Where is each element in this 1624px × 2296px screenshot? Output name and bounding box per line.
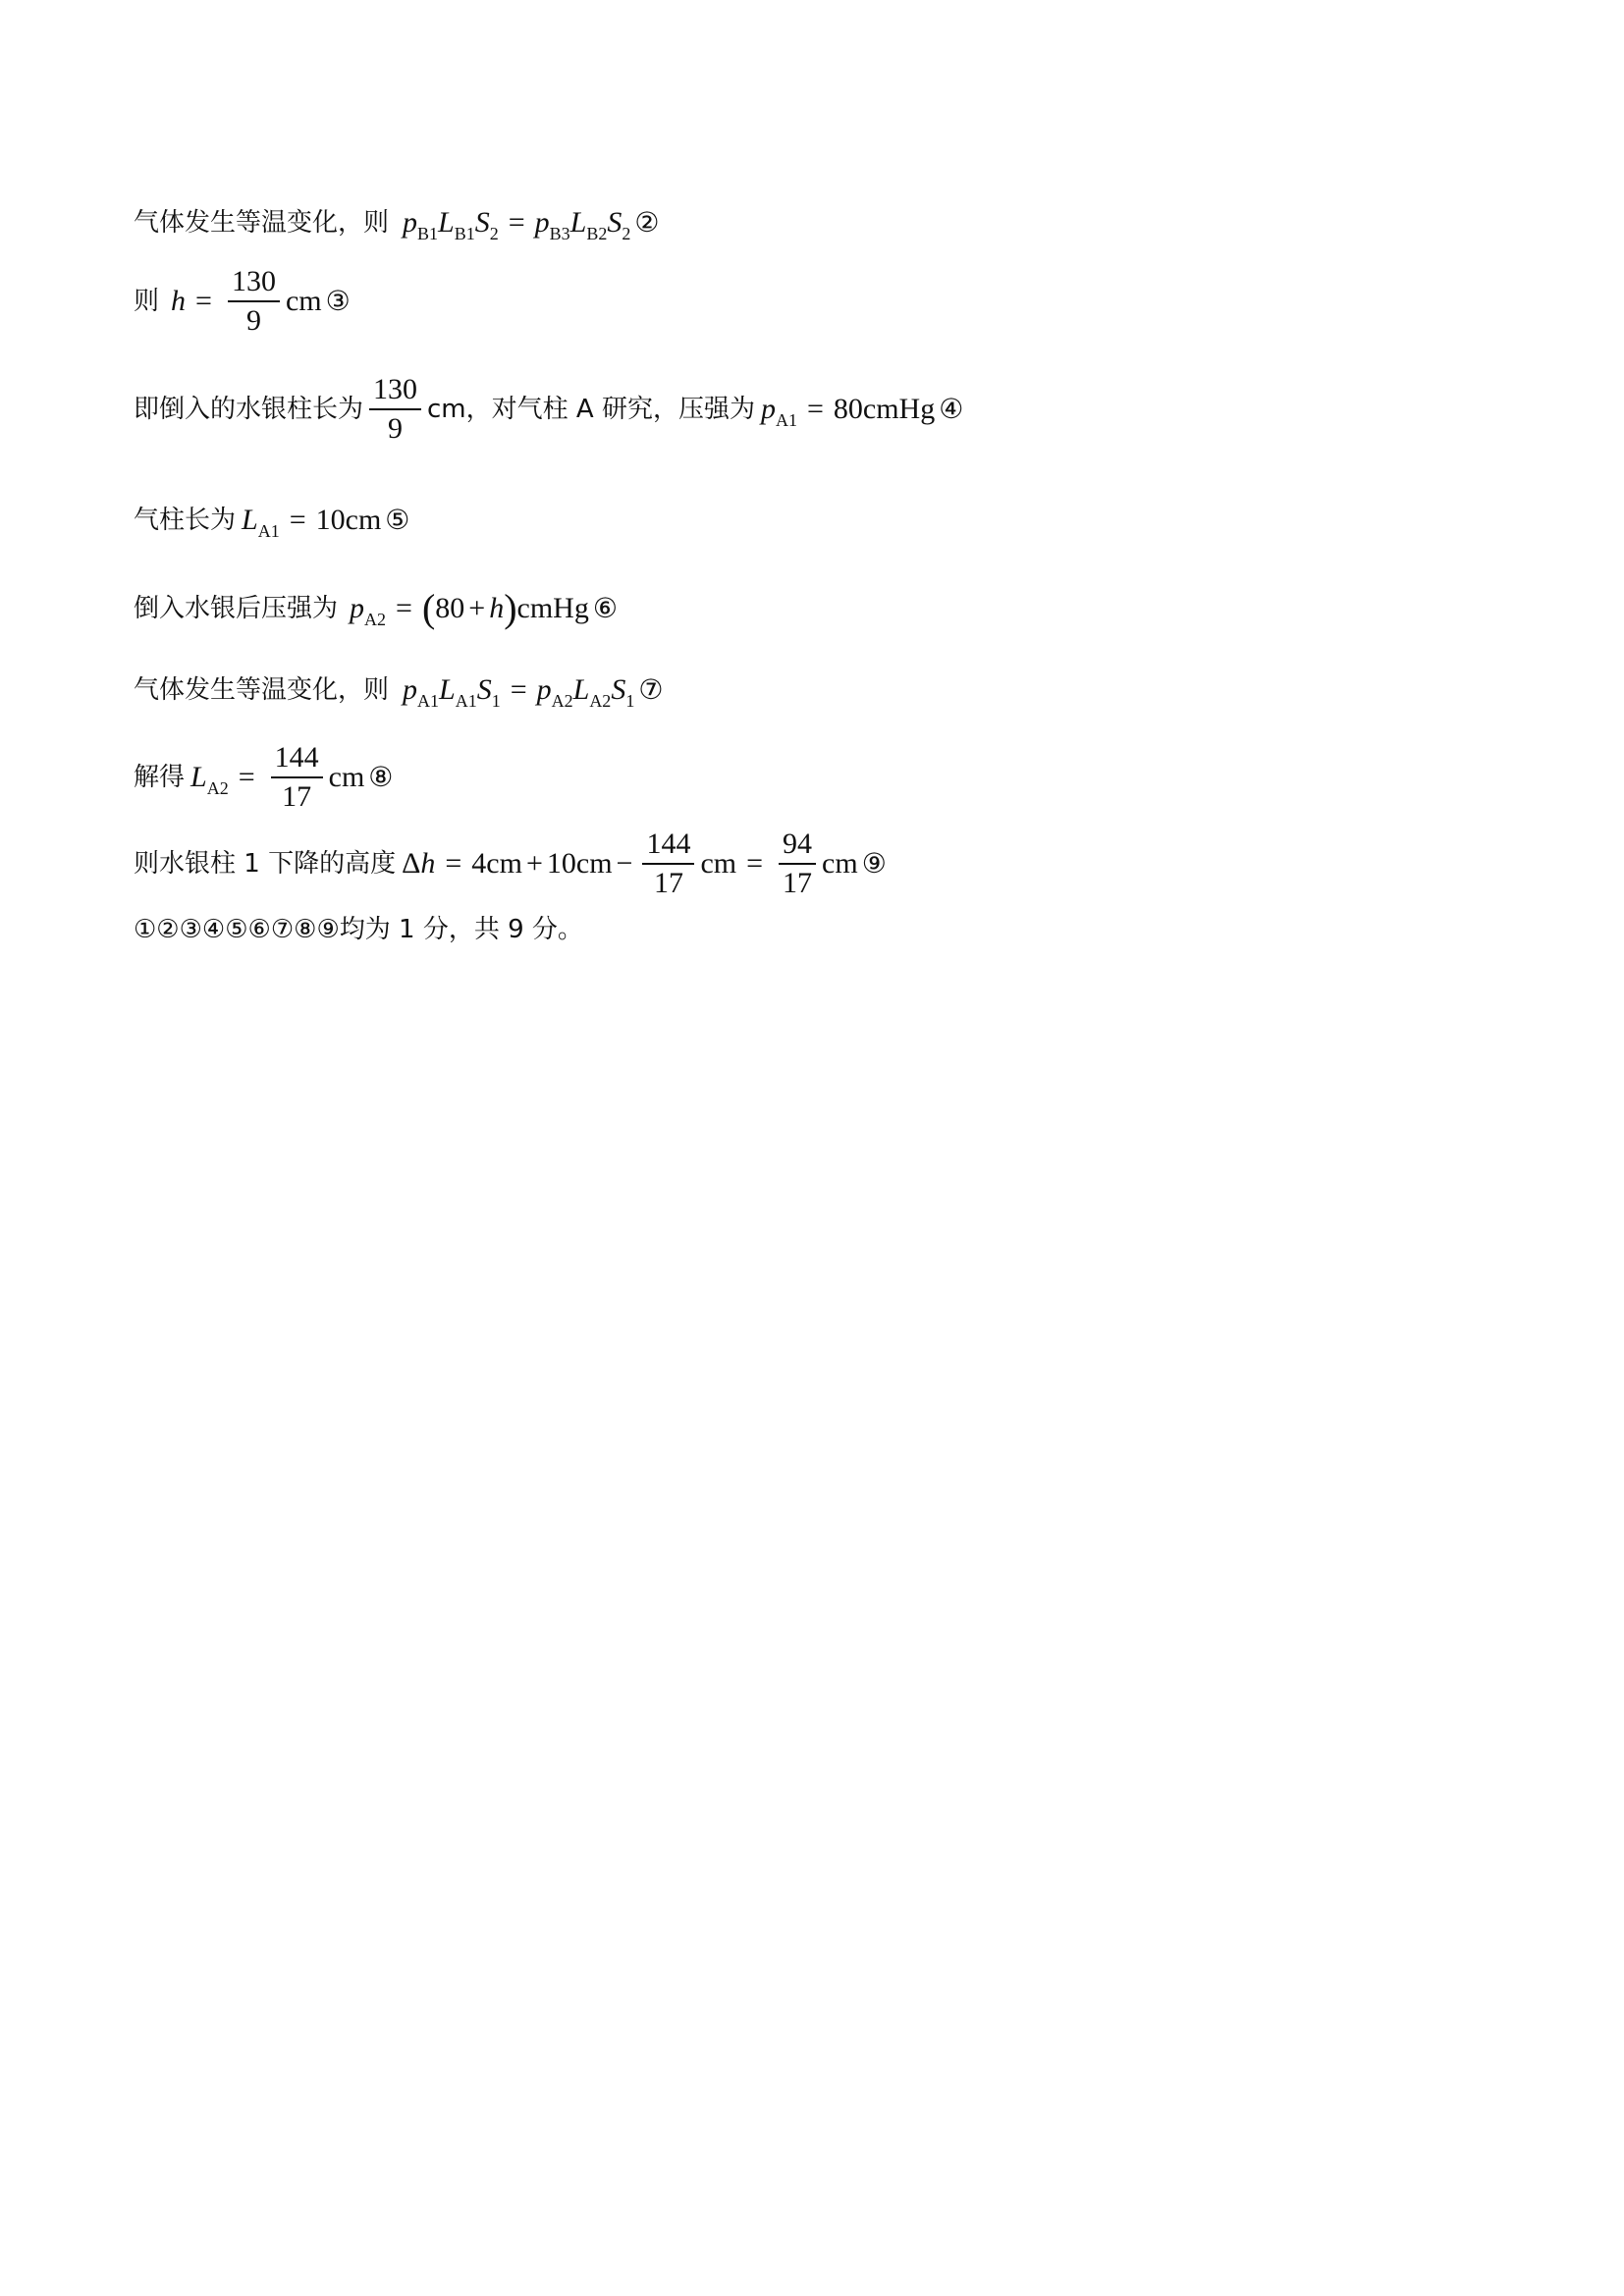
scoring-note — [134, 917, 583, 942]
delta-symbol: Δ — [402, 847, 421, 880]
denominator: 17 — [783, 867, 813, 899]
unit: cm — [700, 847, 737, 880]
denominator: 17 — [282, 780, 312, 813]
equation-line-8 — [134, 829, 887, 898]
equals-sign: = — [508, 206, 525, 239]
equation-line-4 — [134, 504, 410, 541]
symbol-L: $L_{A2}$ — [190, 761, 229, 798]
right-paren: ) — [504, 586, 517, 630]
text: 则 — [134, 287, 160, 316]
denominator: 9 — [388, 412, 404, 445]
denominator: 17 — [653, 867, 683, 899]
fraction — [228, 267, 280, 336]
symbol-h: h — [489, 592, 505, 624]
unit: cm — [285, 285, 322, 317]
step-marker: ⑤ — [385, 504, 410, 536]
numerator: 130 — [228, 267, 280, 302]
step-marker: ④ — [939, 393, 964, 425]
equals-sign: = — [445, 847, 462, 880]
equation-line-7 — [134, 743, 393, 812]
equals-sign: = — [510, 673, 527, 706]
step-marker: ⑦ — [638, 673, 664, 706]
symbol-p: $p_{A1}$ — [760, 393, 797, 430]
equation-line-3 — [134, 375, 963, 444]
symbol-L: $L_{A2}$ — [572, 673, 612, 711]
text: cm，对气柱 A 研究，压强为 — [427, 395, 755, 424]
fraction — [369, 375, 421, 444]
symbol-S: $S_1$ — [476, 673, 501, 711]
text: 气柱长为 — [134, 506, 237, 535]
step-marker: ⑨ — [861, 847, 887, 880]
term: 4cm — [471, 847, 522, 880]
equation-line-2 — [134, 267, 351, 336]
left-paren: ( — [421, 586, 436, 630]
equals-sign: = — [289, 504, 306, 536]
symbol-p: $p_{B3}$ — [534, 206, 570, 243]
text: ①②③④⑤⑥⑦⑧⑨均为 1 分，共 9 分。 — [134, 915, 583, 944]
symbol-h: h — [420, 847, 436, 880]
unit: cm — [328, 761, 365, 793]
fraction — [271, 743, 323, 812]
unit: cmHg — [516, 592, 589, 624]
step-marker: ② — [634, 206, 660, 239]
symbol-L: $L_{B1}$ — [438, 206, 475, 243]
denominator: 9 — [245, 304, 261, 337]
value: 80 — [435, 592, 465, 624]
equation-line-6 — [134, 673, 664, 711]
fraction — [779, 829, 816, 898]
symbol-h: h — [171, 285, 187, 317]
symbol-p: $p_{A2}$ — [536, 673, 573, 711]
minus-sign: − — [616, 847, 633, 880]
symbol-S: $S_2$ — [474, 206, 499, 243]
numerator: 144 — [642, 829, 694, 865]
symbol-S: $S_2$ — [607, 206, 631, 243]
step-marker: ⑥ — [592, 592, 618, 624]
text: 倒入水银后压强为 — [134, 594, 339, 623]
equals-sign: = — [396, 592, 412, 624]
equals-sign: = — [746, 847, 764, 880]
step-marker: ⑧ — [368, 761, 394, 793]
symbol-p: $p_{A2}$ — [350, 592, 387, 629]
symbol-L: $L_{A1}$ — [439, 673, 477, 711]
unit: cm — [822, 847, 858, 880]
text: 解得 — [134, 763, 186, 792]
equation-line-1 — [134, 206, 660, 243]
fraction — [642, 829, 694, 898]
equals-sign: = — [238, 761, 255, 793]
text: 即倒入的水银柱长为 — [134, 395, 364, 424]
numerator: 144 — [271, 743, 323, 778]
text: 气体发生等温变化，则 — [134, 208, 390, 238]
equation-line-5 — [134, 586, 618, 630]
plus-sign: + — [525, 847, 543, 880]
symbol-S: $S_1$ — [611, 673, 635, 711]
step-marker: ③ — [325, 285, 351, 317]
symbol-p: $p_{B1}$ — [403, 206, 439, 243]
value: 80cmHg — [833, 393, 936, 425]
symbol-L: $L_{B2}$ — [569, 206, 608, 243]
symbol-p: $p_{A1}$ — [403, 673, 440, 711]
symbol-L: $L_{A1}$ — [242, 504, 280, 541]
text: 则水银柱 1 下降的高度 — [134, 849, 397, 879]
numerator: 94 — [779, 829, 816, 865]
value: 10cm — [315, 504, 382, 536]
numerator: 130 — [369, 375, 421, 410]
term: 10cm — [546, 847, 613, 880]
equals-sign: = — [195, 285, 212, 317]
equals-sign: = — [806, 393, 824, 425]
plus-sign: + — [468, 592, 486, 624]
text: 气体发生等温变化，则 — [134, 675, 390, 705]
